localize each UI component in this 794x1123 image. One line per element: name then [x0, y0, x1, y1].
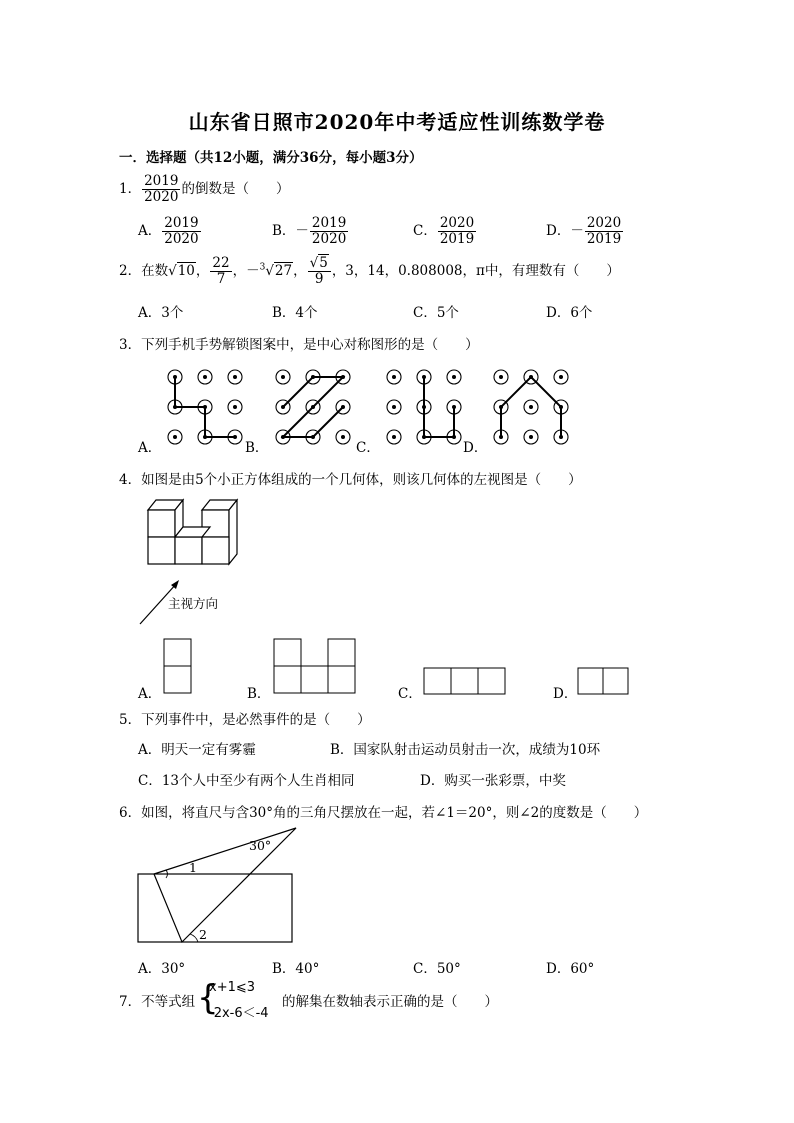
inequality-1: x+1⩽3	[209, 980, 256, 995]
angle-30-label: 30°	[249, 838, 272, 853]
brace: {	[197, 978, 219, 1018]
question-7-prefix: 7．不等式组	[119, 994, 196, 1010]
q3-option-b[interactable]: B．	[245, 440, 269, 456]
unlock-pattern-a	[160, 363, 250, 453]
fraction: $\frac{2019}{2020}$	[144, 173, 179, 205]
ruler-triangle-figure	[136, 826, 306, 946]
question-4: 4．如图是由5个小正方体组成的一个几何体，则该几何体的左视图是（ ）	[119, 472, 582, 488]
q4-figure-a	[163, 638, 193, 696]
page-title: 山东省日照市2020年中考适应性训练数学卷	[188, 110, 606, 134]
question-2: 2．在数√10， $\frac{22}{7}$ ，－$^3$√27， $\frac{√5}{9}$ ，3，14，0.808008，π中，有理数有（ ）	[119, 255, 620, 287]
q5-option-b[interactable]: B．国家队射击运动员射击一次，成绩为10环	[330, 742, 601, 758]
q2-option-d[interactable]: D．6个	[546, 305, 593, 321]
q5-option-c[interactable]: C．13个人中至少有两个人生肖相同	[138, 773, 355, 789]
question-3: 3．下列手机手势解锁图案中，是中心对称图形的是（ ）	[119, 337, 479, 353]
unlock-pattern-c	[379, 363, 469, 453]
q4-option-a[interactable]: A．	[138, 686, 162, 702]
sqrt-sign: √	[168, 263, 177, 279]
view-direction-label: 主视方向	[168, 596, 219, 611]
q6-option-d[interactable]: D．60°	[546, 961, 595, 977]
q1-option-a[interactable]: A． $\frac{2019}{2020}$	[138, 215, 199, 247]
unlock-pattern-d	[486, 363, 576, 453]
cube-solid-figure	[145, 498, 255, 568]
question-5: 5．下列事件中，是必然事件的是（ ）	[119, 712, 371, 728]
section-heading: 一．选择题（共12小题，满分36分，每小题3分）	[119, 150, 423, 166]
q4-figure-b	[273, 638, 359, 696]
inequality-2: -2x-6＜-4	[209, 1006, 269, 1021]
q3-option-d[interactable]: D．	[463, 440, 488, 456]
question-text: 的倒数是（ ）	[181, 181, 290, 197]
q4-figure-d	[577, 667, 633, 697]
q6-option-c[interactable]: C．50°	[413, 961, 461, 977]
cube-root-sign: √	[265, 263, 274, 279]
q3-option-c[interactable]: C．	[356, 440, 380, 456]
question-number: 1．	[119, 181, 142, 197]
q1-option-c[interactable]: C． $\frac{2020}{2019}$	[413, 215, 475, 247]
q5-option-d[interactable]: D．购买一张彩票，中奖	[420, 773, 566, 789]
q3-option-a[interactable]: A．	[138, 440, 162, 456]
q4-option-d[interactable]: D．	[553, 686, 578, 702]
q1-option-b[interactable]: B．－ $\frac{2019}{2020}$	[272, 215, 347, 247]
q5-option-a[interactable]: A．明天一定有雾霾	[138, 742, 256, 758]
q2-option-b[interactable]: B．4个	[272, 305, 318, 321]
q4-option-c[interactable]: C．	[398, 686, 422, 702]
q2-option-a[interactable]: A．3个	[138, 305, 184, 321]
q4-option-b[interactable]: B．	[247, 686, 271, 702]
question-7-text: 的解集在数轴表示正确的是（ ）	[282, 994, 498, 1010]
angle-1-label: 1	[189, 860, 197, 875]
q1-option-d[interactable]: D．－ $\frac{2020}{2019}$	[546, 215, 622, 247]
question-6: 6．如图，将直尺与含30°角的三角尺摆放在一起，若∠1＝20°，则∠2的度数是（ ）	[119, 805, 648, 821]
question-1	[119, 174, 289, 205]
angle-2-label: 2	[199, 927, 207, 942]
q4-figure-c	[423, 667, 509, 697]
q2-option-c[interactable]: C．5个	[413, 305, 459, 321]
q6-option-a[interactable]: A．30°	[138, 961, 186, 977]
unlock-pattern-b	[268, 363, 358, 453]
q6-option-b[interactable]: B．40°	[272, 961, 320, 977]
